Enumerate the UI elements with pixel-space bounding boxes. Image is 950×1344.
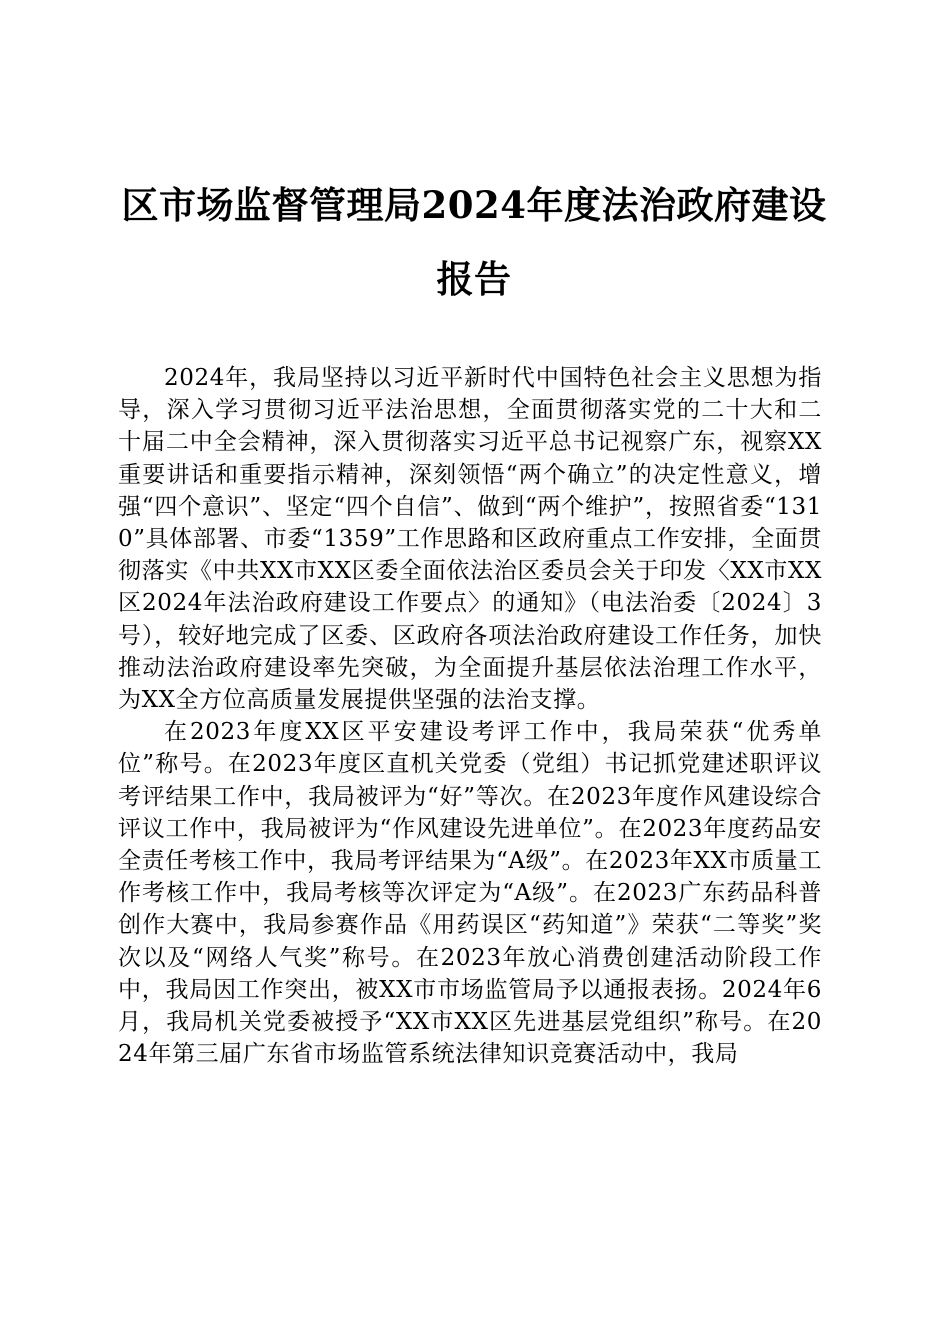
document-body — [118, 362, 822, 1070]
document-title: 区市场监督管理局2024年度法治政府建设报告 — [121, 183, 827, 301]
paragraph-honors: 在2023年度XX区平安建设考评工作中，我局荣获“优秀单位”称号。在2023年度区直机关党委（党组）书记抓党建述职评议考评结果工作中，我局被评为“好”等次。在2023年度作风建设综合评议工作中，我局被评为“作风建设先进单位”。在2023年度药品安全责任考核工作中，我局考评结果为“A级”。在2023年XX市质量工作考核工作中，我局考核等次评定为“A级”。在2023广东药品科普创作大赛中，我局参赛作品《用药误区“药知道”》荣获“二等奖”奖次以及“网络人气奖”称号。在2023年放心消费创建活动阶段工作中，我局因工作突出，被XX市市场监管局予以通报表扬。2024年6月，我局机关党委被授予“XX市XX区先进基层党组织”称号。在2024年第三届广东省市场监管系统法律知识竞赛活动中，我局 — [118, 719, 822, 1068]
paragraph-intro: 2024年，我局坚持以习近平新时代中国特色社会主义思想为指导，深入学习贯彻习近平法治思想，全面贯彻落实党的二十大和二十届二中全会精神，深入贯彻落实习近平总书记视察广东，视察XX重要讲话和重要指示精神，深刻领悟“两个确立”的决定性意义，增强“四个意识”、坚定“四个自信”、做到“两个维护”，按照省委“1310”具体部署、市委“1359”工作思路和区政府重点工作安排，全面贯彻落实《中共XX市XX区委全面依法治区委员会关于印发〈XX市XX区2024年法治政府建设工作要点〉的通知》（电法治委〔2024〕3号），较好地完成了区委、区政府各项法治政府建设工作任务，加快推动法治政府建设率先突破，为全面提升基层依法治理工作水平，为XX全方位高质量发展提供坚强的法治支撑。 — [118, 365, 822, 714]
